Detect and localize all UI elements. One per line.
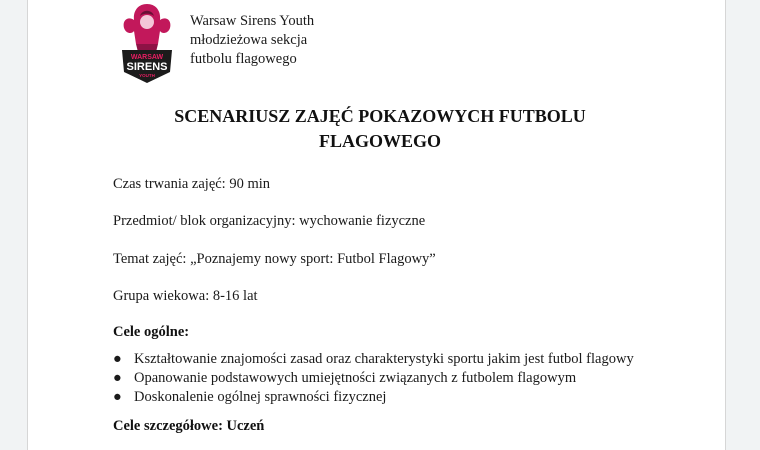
bullet-icon: ●: [113, 351, 122, 367]
org-line-2: młodzieżowa sekcja: [190, 32, 308, 48]
title-line-1: SCENARIUSZ ZAJĘĆ POKAZOWYCH FUTBOLU: [174, 106, 586, 126]
logo-text-main: SIRENS: [126, 61, 168, 73]
bullet-icon: ●: [113, 389, 122, 405]
goal-text: Doskonalenie ogólnej sprawności fizycznej: [134, 389, 387, 405]
general-goals-heading: Cele ogólne:: [113, 324, 190, 340]
org-line-3: futbolu flagowego: [190, 51, 297, 67]
general-goals-list: [113, 350, 634, 407]
bullet-icon: ●: [113, 370, 122, 386]
warsaw-sirens-logo: [116, 0, 178, 84]
list-item: [113, 350, 634, 369]
topic-field: Temat zajęć: „Poznajemy nowy sport: Futbol Flagowy”: [113, 251, 436, 267]
specific-goals-heading: Cele szczegółowe: Uczeń: [113, 418, 265, 434]
logo-text-top: WARSAW: [130, 54, 164, 61]
list-item: [113, 388, 634, 407]
organization-name: [190, 12, 314, 69]
logo-text-sub: YOUTH: [139, 73, 155, 78]
subject-field: Przedmiot/ blok organizacyjny: wychowanie fizyczne: [113, 213, 426, 229]
document-title: [0, 104, 760, 154]
title-line-2: FLAGOWEGO: [318, 131, 441, 151]
goal-text: Opanowanie podstawowych umiejętności związanych z futbolem flagowym: [134, 370, 577, 386]
org-line-1: Warsaw Sirens Youth: [190, 13, 315, 29]
list-item: [113, 369, 634, 388]
age-group-field: Grupa wiekowa: 8-16 lat: [113, 288, 258, 304]
goal-text: Kształtowanie znajomości zasad oraz charakterystyki sportu jakim jest futbol flagowy: [134, 351, 634, 367]
duration-field: Czas trwania zajęć: 90 min: [113, 176, 271, 192]
